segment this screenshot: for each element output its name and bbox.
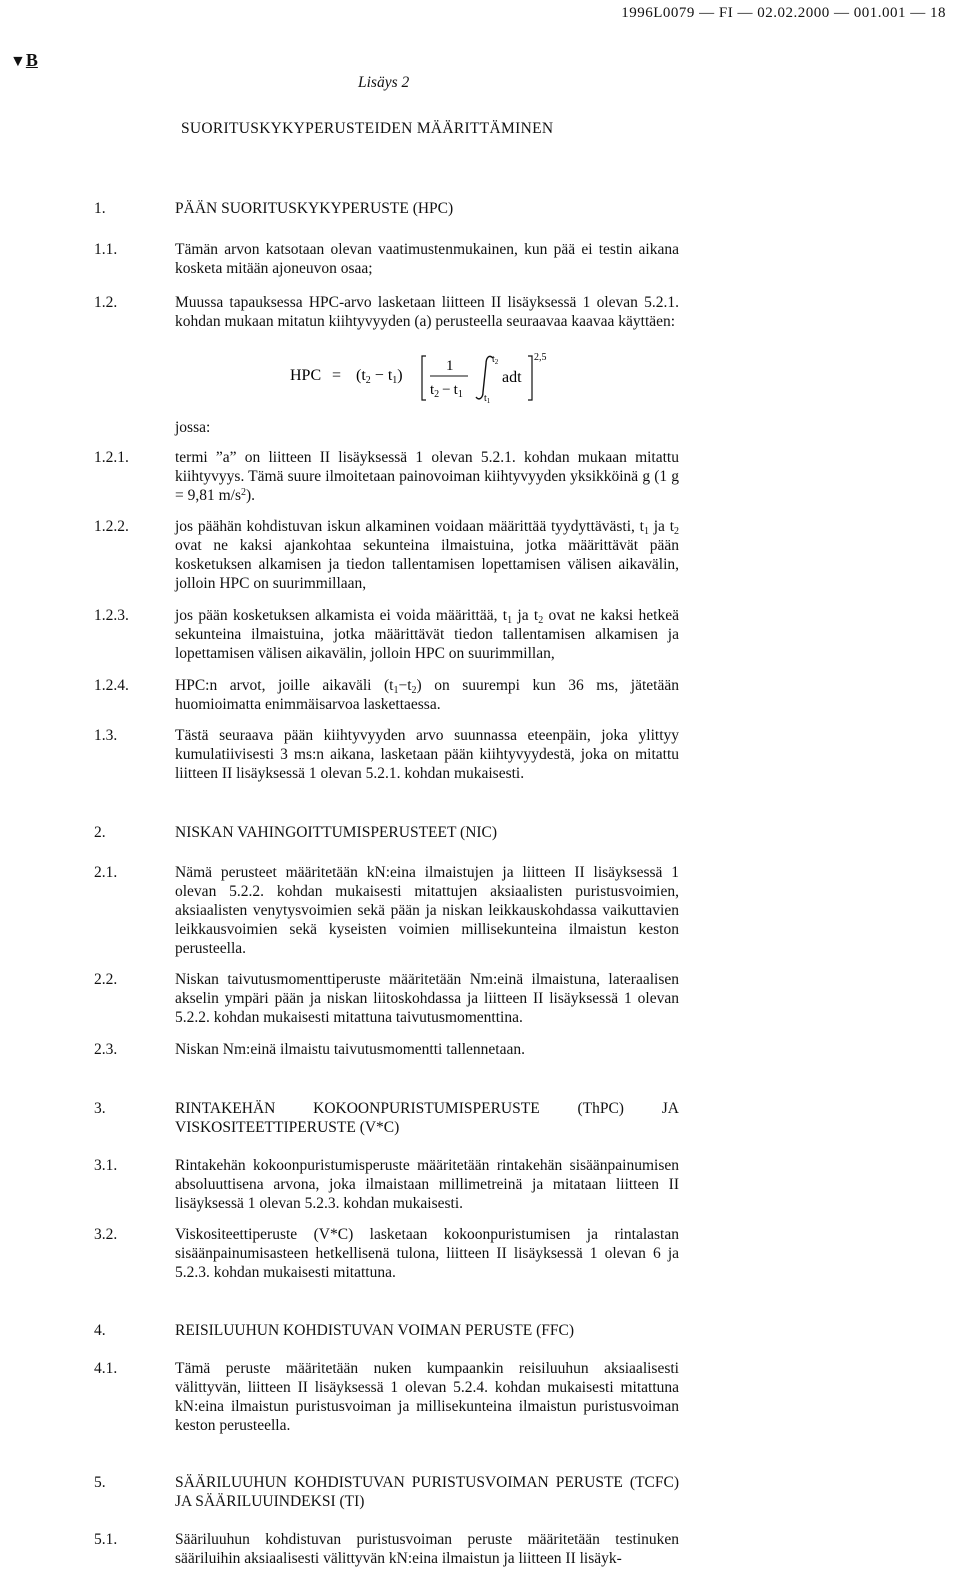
- paragraph-number: 2.2.: [94, 971, 118, 988]
- paragraph-number: 3.2.: [94, 1226, 118, 1243]
- amendment-marker: [10, 50, 38, 71]
- integral-lower-limit: $t_1$: [484, 393, 491, 405]
- annex-title: Lisäys 2: [358, 74, 410, 91]
- formula-equals: =: [332, 367, 342, 384]
- document-title: SUORITUSKYKYPERUSTEIDEN MÄÄRITTÄMINEN: [181, 120, 554, 137]
- section-number: 1.: [94, 200, 106, 217]
- integrand: adt: [502, 369, 522, 386]
- paragraph-number: 1.2.2.: [94, 518, 129, 535]
- paragraph: jos pään kosketuksen alkamista ei voida määrittää, $t_1$ ja $t_2$ ovat ne kaksi hetkeä sekunteina ilmaistuina, jotka määrittävät tiedon tallentamisen alkamisen ja lopettamisen välisen aikavälin, jolloin HPC on suurimmillan,: [175, 607, 679, 662]
- paragraph-number: 5.1.: [94, 1531, 118, 1548]
- hpc-formula: [290, 352, 590, 412]
- section-number: 3.: [94, 1100, 106, 1117]
- triangle-icon: ▼: [10, 53, 26, 70]
- exponent: 2,5: [534, 352, 547, 363]
- formula-factor: (t2 − t1): [356, 367, 403, 386]
- paragraph: Rintakehän kokoonpuristumisperuste määritetään rintakehän sisäänpainumisen absoluuttisena arvona, joka ilmaistaan millimetreinä ja mitataan liitteen II lisäyksessä 1 olevan 5.2.3. kohdan mukaisesti.: [175, 1157, 679, 1212]
- section-title: RINTAKEHÄN KOKOONPURISTUMISPERUSTE (ThPC) JA VISKOSITEETTIPERUSTE (V*C): [175, 1100, 679, 1136]
- paragraph-number: 1.2.: [94, 294, 118, 311]
- paragraph-number: 2.1.: [94, 864, 118, 881]
- paragraph-number: 2.3.: [94, 1041, 118, 1058]
- paragraph: Tästä seuraava pään kiihtyvyyden arvo suunnassa eteenpäin, joka ylittyy kumulatiivisesti 3 ms:n aikana, lasketaan pään kiihtyvyydestä, joka on mitattu liitteen II lisäyksessä 1 olevan 5.2.1. kohdan mukaisesti.: [175, 727, 679, 782]
- marker-letter: B: [25, 50, 38, 70]
- paragraph-number: 1.2.3.: [94, 607, 129, 624]
- section-number: 2.: [94, 824, 106, 841]
- paragraph: Viskositeettiperuste (V*C) lasketaan kokoonpuristumisen ja rintalastan sisäänpainumisasteen hetkellisenä tulona, liitteen II lisäyksessä 1 olevan 6 ja 5.2.3. kohdan mukaisesti mitattuna.: [175, 1226, 679, 1281]
- paragraph: Muussa tapauksessa HPC-arvo lasketaan liitteen II lisäyksessä 1 olevan 5.2.1. kohdan mukaan mitatun kiihtyvyyden (a) perusteella seuraavaa kaavaa käyttäen:: [175, 294, 679, 330]
- paragraph: Niskan taivutusmomenttiperuste määritetään Nm:einä ilmaistuna, lateraalisen akselin ympäri pään ja niskan liitoskohdassa ja liitteen II lisäyksessä 1 olevan 5.2.2. kohdan mukaisesti mitattuna taivutusmomenttina.: [175, 971, 679, 1026]
- paragraph: termi ”a” on liitteen II lisäyksessä 1 olevan 5.2.1. kohdan mukaan mitattu kiihtyvyys. Tämä suure ilmoitetaan painovoiman kiihtyvyyden yksikköinä g (1 g = 9,81 $m/s^2$).: [175, 449, 679, 504]
- paragraph-number: 1.2.1.: [94, 449, 129, 466]
- paragraph-number: 1.3.: [94, 727, 118, 744]
- jossa-label: jossa:: [175, 419, 211, 436]
- page-header: 1996L0079 — FI — 02.02.2000 — 001.001 — 18: [621, 5, 946, 21]
- integral-upper-limit: $t_2$: [492, 354, 499, 366]
- paragraph: Tämän arvon katsotaan olevan vaatimustenmukainen, kun pää ei testin aikana kosketa mitään ajoneuvon osaa;: [175, 241, 679, 277]
- section-title: SÄÄRILUUHUN KOHDISTUVAN PURISTUSVOIMAN PERUSTE (TCFC) JA SÄÄRILUUINDEKSI (TI): [175, 1474, 679, 1510]
- section-title: REISILUUHUN KOHDISTUVAN VOIMAN PERUSTE (FFC): [175, 1322, 575, 1339]
- paragraph: Sääriluuhun kohdistuvan puristusvoiman peruste määritetään testinuken sääriluihin aksiaalisesti välittyvän kN:eina ilmaistun ja liitteen II lisäyk-: [175, 1531, 679, 1567]
- formula-lhs: HPC: [290, 367, 322, 384]
- paragraph: jos päähän kohdistuvan iskun alkaminen voidaan määrittää tyydyttävästi, $t_1$ ja $t_2$ ovat ne kaksi ajankohtaa sekunteina ilmaistuina, jotka määrittävät pään kosketuksen alkamisen ja tiedon tallentamisen lopettamisen välisen aikavälin, jolloin HPC on suurimmillaan,: [175, 518, 680, 592]
- paragraph-number: 4.1.: [94, 1360, 118, 1377]
- section-title: NISKAN VAHINGOITTUMISPERUSTEET (NIC): [175, 824, 498, 841]
- section-number: 5.: [94, 1474, 106, 1491]
- paragraph-number: 1.1.: [94, 241, 118, 258]
- fraction-denominator: $t_2 - t_1$: [430, 382, 463, 400]
- paragraph-number: 3.1.: [94, 1157, 118, 1174]
- paragraph: Niskan Nm:einä ilmaistu taivutusmomentti tallennetaan.: [175, 1041, 525, 1058]
- paragraph: Nämä perusteet määritetään kN:eina ilmaistujen ja liitteen II lisäyksessä 1 olevan 5.2.2. kohdan mukaisesti mitattujen aksiaalisten puristusvoimien, aksiaalisten venytysvoimien sekä pään ja niskan leikkauskohdassa vaikuttavien leikkausvoimien sekä kyseisten voimien millisekunteina ilmaistun keston perusteella.: [175, 864, 679, 957]
- paragraph-number: 1.2.4.: [94, 677, 129, 694]
- fraction-numerator: 1: [446, 358, 454, 374]
- paragraph: Tämä peruste määritetään nuken kumpaankin reisiluuhun aksiaalisesti välittyvän, liitteen II lisäyksessä 1 olevan 5.2.4. kohdan mukaisesti mitattuna kN:eina ilmaistun puristusvoiman ja millisekunteina ilmaistun puristusvoiman keston perusteella.: [175, 1360, 679, 1434]
- section-number: 4.: [94, 1322, 106, 1339]
- section-title: PÄÄN SUORITUSKYKYPERUSTE (HPC): [175, 200, 454, 217]
- paragraph: HPC:n arvot, joille aikaväli $(t_1-t_2)$ on suurempi kun 36 ms, jätetään huomioimatta enimmäisarvoa laskettaessa.: [175, 677, 679, 713]
